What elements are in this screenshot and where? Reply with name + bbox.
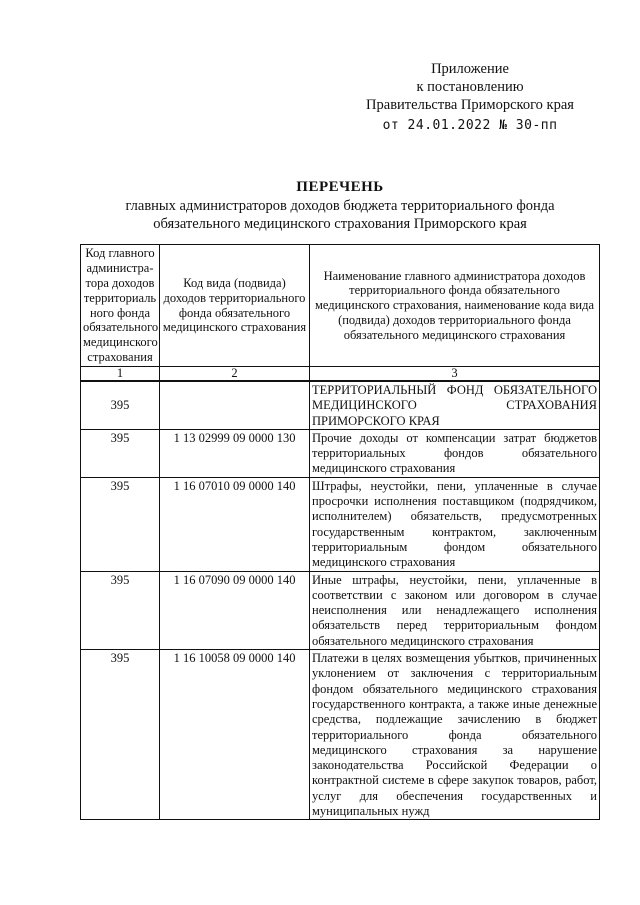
admin-code-cell: 395 [81,429,160,477]
document-heading [80,178,600,233]
header-income-code: Код вида (подвида) доходов территориального фонда обязательного медицинского страхования [160,245,310,367]
table-row [81,477,600,571]
admin-code-cell: 395 [81,650,160,820]
admin-code-cell: 395 [81,571,160,649]
name-cell: Иные штрафы, неустойки, пени, уплаченные в соответствии с законом или договором в случае неисполнения или ненадлежащего исполнения обязательств перед территориальным фондом обязательного медицинского страхования [310,571,600,649]
name-cell: Платежи в целях возмещения убытков, причиненных уклонением от заключения с территориальным фондом обязательного медицинского страхования государственного контракта, а также иные денежные средства, подлежащие зачислению в бюджет территориального фонда обязательного медицинского страхования за нарушение законодательства Российской Федерации о контрактной системе в сфере закупок товаров, работ, услуг для обеспечения государственных и муниципальных нужд [310,650,600,820]
name-cell: Прочие доходы от компенсации затрат бюджетов территориальных фондов обязательного медицинского страхования [310,429,600,477]
table-header-row [81,245,600,367]
admin-code-cell: 395 [81,381,160,429]
income-code-cell: 1 16 10058 09 0000 140 [160,650,310,820]
name-cell: Штрафы, неустойки, пени, уплаченные в случае просрочки исполнения поставщиком (подрядчиком, исполнителем) обязательств, предусмотренных государственным контрактом, заключенным территориальным фондом обязательного медицинского страхования [310,477,600,571]
income-code-cell: 1 16 07010 09 0000 140 [160,477,310,571]
admin-code-cell: 395 [81,477,160,571]
appendix-line-2: к постановлению [416,79,524,95]
appendix-line-1: Приложение [431,61,509,77]
document-title: ПЕРЕЧЕНЬ [296,179,384,195]
appendix-block [340,60,600,135]
table-row [81,571,600,649]
document-subtitle-2: обязательного медицинского страхования Приморского края [153,216,527,232]
header-name: Наименование главного администратора доходов территориального фонда обязательного медицинского страхования, наименование кода вида (подвида) доходов территориального фонда обязательного медицинского страхования [310,245,600,367]
revenue-administrators-table [80,244,600,820]
income-code-cell: 1 13 02999 09 0000 130 [160,429,310,477]
column-number-3: 3 [310,367,600,382]
income-code-cell: 1 16 07090 09 0000 140 [160,571,310,649]
document-subtitle-1: главных администраторов доходов бюджета территориального фонда [125,198,555,214]
appendix-line-3: Правительства Приморского края [366,97,574,113]
appendix-date-line: от 24.01.2022 № 30-пп [382,118,558,133]
column-number-1: 1 [81,367,160,382]
income-code-cell [160,381,310,429]
table-row [81,650,600,820]
column-number-2: 2 [160,367,310,382]
header-admin-code: Код главного администра-тора доходов территориаль ного фонда обязательного медицинского страхования [81,245,160,367]
table-row [81,381,600,429]
table-row [81,429,600,477]
name-cell: ТЕРРИТОРИАЛЬНЫЙ ФОНД ОБЯЗАТЕЛЬНОГО МЕДИЦИНСКОГО СТРАХОВАНИЯ ПРИМОРСКОГО КРАЯ [310,381,600,429]
column-number-row [81,367,600,382]
